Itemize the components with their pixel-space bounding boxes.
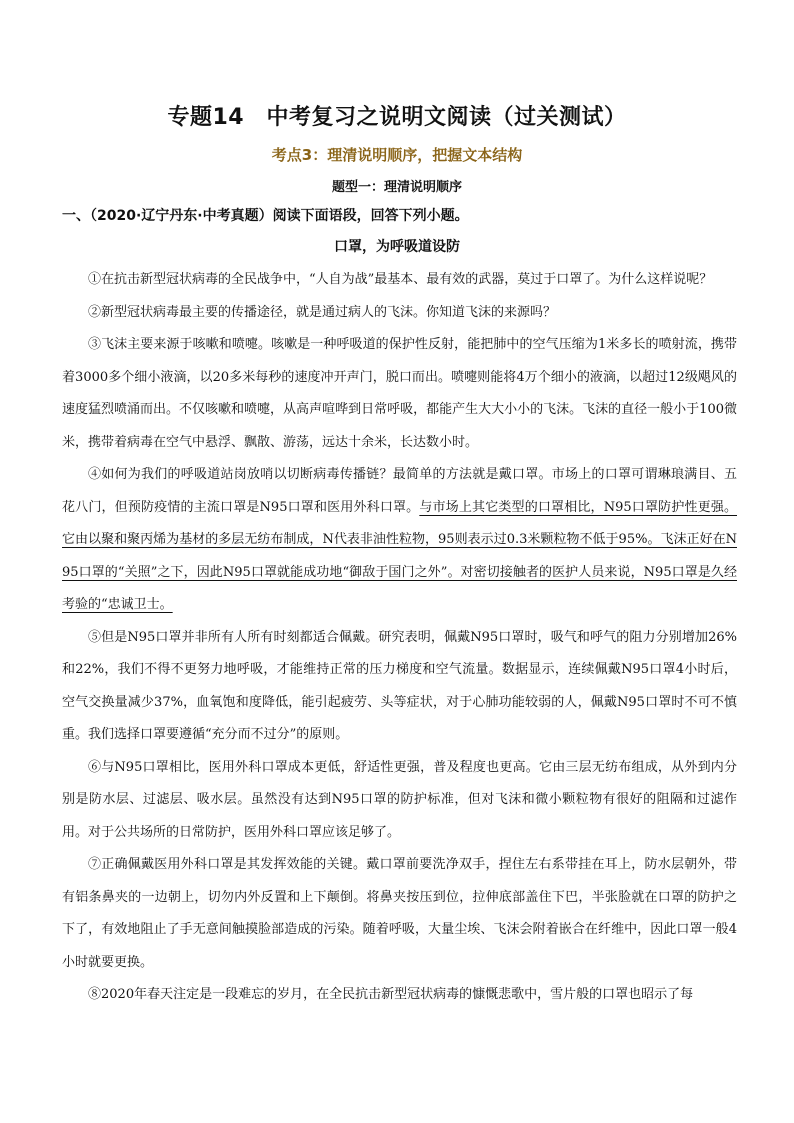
article-body [62,264,737,1012]
exam-point-heading: 考点3：理清说明顺序，把握文本结构 [271,146,523,164]
page-title: 专题14 中考复习之说明文阅读（过关测试） [167,105,627,130]
paragraph-4-text: ④如何为我们的呼吸道站岗放哨以切断病毒传播链？最简单的方法就是戴口罩。市场上的口罩可谓琳琅满目、五花八门，但预防疫情的主流口罩是N95口罩和医用外科口罩。 [62,467,737,515]
question-stem: 一、（2020·辽宁丹东·中考真题）阅读下面语段，回答下列小题。 [62,208,469,224]
paragraph-7: ⑦正确佩戴医用外科口罩是其发挥效能的关键。戴口罩前要洗净双手，捏住左右系带挂在耳上，防水层朝外，带有铝条鼻夹的一边朝上，切勿内外反置和上下颠倒。将鼻夹按压到位，拉伸底部盖住下巴，半张脸就在口罩的防护之下了，有效地阻止了手无意间触摸脸部造成的污染。随着呼吸，大量尘埃、飞沫会附着嵌合在纤维中，因此口罩一般4小时就要更换。 [62,857,737,970]
paragraph-3: ③飞沫主要来源于咳嗽和喷嚏。咳嗽是一种呼吸道的保护性反射，能把肺中的空气压缩为1米多长的喷射流，携带着3000多个细小液滴，以20多米每秒的速度冲开声门，脱口而出。喷嚏则能将4万个细小的液滴，以超过12级飓风的速度猛烈喷涌而出。不仅咳嗽和喷嚏，从高声喧哗到日常呼吸，都能产生大大小小的飞沫。飞沫的直径一般小于100微米，携带着病毒在空气中悬浮、飘散、游荡，远达十余米，长达数小时。 [62,337,737,450]
paragraph-1: ①在抗击新型冠状病毒的全民战争中，“人自为战”最基本、最有效的武器，莫过于口罩了。为什么这样说呢？ [88,272,713,287]
underlined-passage: 与市场上其它类型的口罩相比，N95口罩防护性更强。它由以聚和聚丙烯为基材的多层无纺布制成，N代表非油性粒物，95则表示过0.3米颗粒物不低于95%。飞沫正好在N95口罩的“关照”之下，因此N95口罩就能成功地“御敌于国门之外”。对密切接触者的医护人员来说，N95口罩是久经考验的“忠诚卫士。 [62,499,737,612]
paragraph-4 [62,459,737,622]
article-title: 口罩，为呼吸道设防 [334,239,460,255]
paragraph-2: ②新型冠状病毒最主要的传播途径，就是通过病人的飞沫。你知道飞沫的来源吗？ [88,304,557,320]
paragraph-6: ⑥与N95口罩相比，医用外科口罩成本更低，舒适性更强，普及程度也更高。它由三层无纺布组成，从外到内分别是防水层、过滤层、吸水层。虽然没有达到N95口罩的防护标准，但对飞沫和微小颗粒物有很好的阻隔和过滤作用。对于公共场所的日常防护，医用外科口罩应该足够了。 [62,759,737,840]
question-type-heading: 题型一：理清说明顺序 [331,180,462,195]
paragraph-8: ⑧2020年春天注定是一段难忘的岁月，在全民抗击新型冠状病毒的慷慨悲歌中，雪片般的口罩也昭示了每 [88,987,694,1002]
paragraph-5: ⑤但是N95口罩并非所有人所有时刻都适合佩戴。研究表明，佩戴N95口罩时，吸气和呼气的阻力分别增加26%和22%，我们不得不更努力地呼吸，才能维持正常的压力梯度和空气流量。数据显示，连续佩戴N95口罩4小时后，空气交换量减少37%，血氧饱和度降低，能引起疲劳、头等症状，对于心肺功能较弱的人，佩戴N95口罩时不可不慎重。我们选择口罩要遵循“充分而不过分”的原则。 [62,629,737,742]
